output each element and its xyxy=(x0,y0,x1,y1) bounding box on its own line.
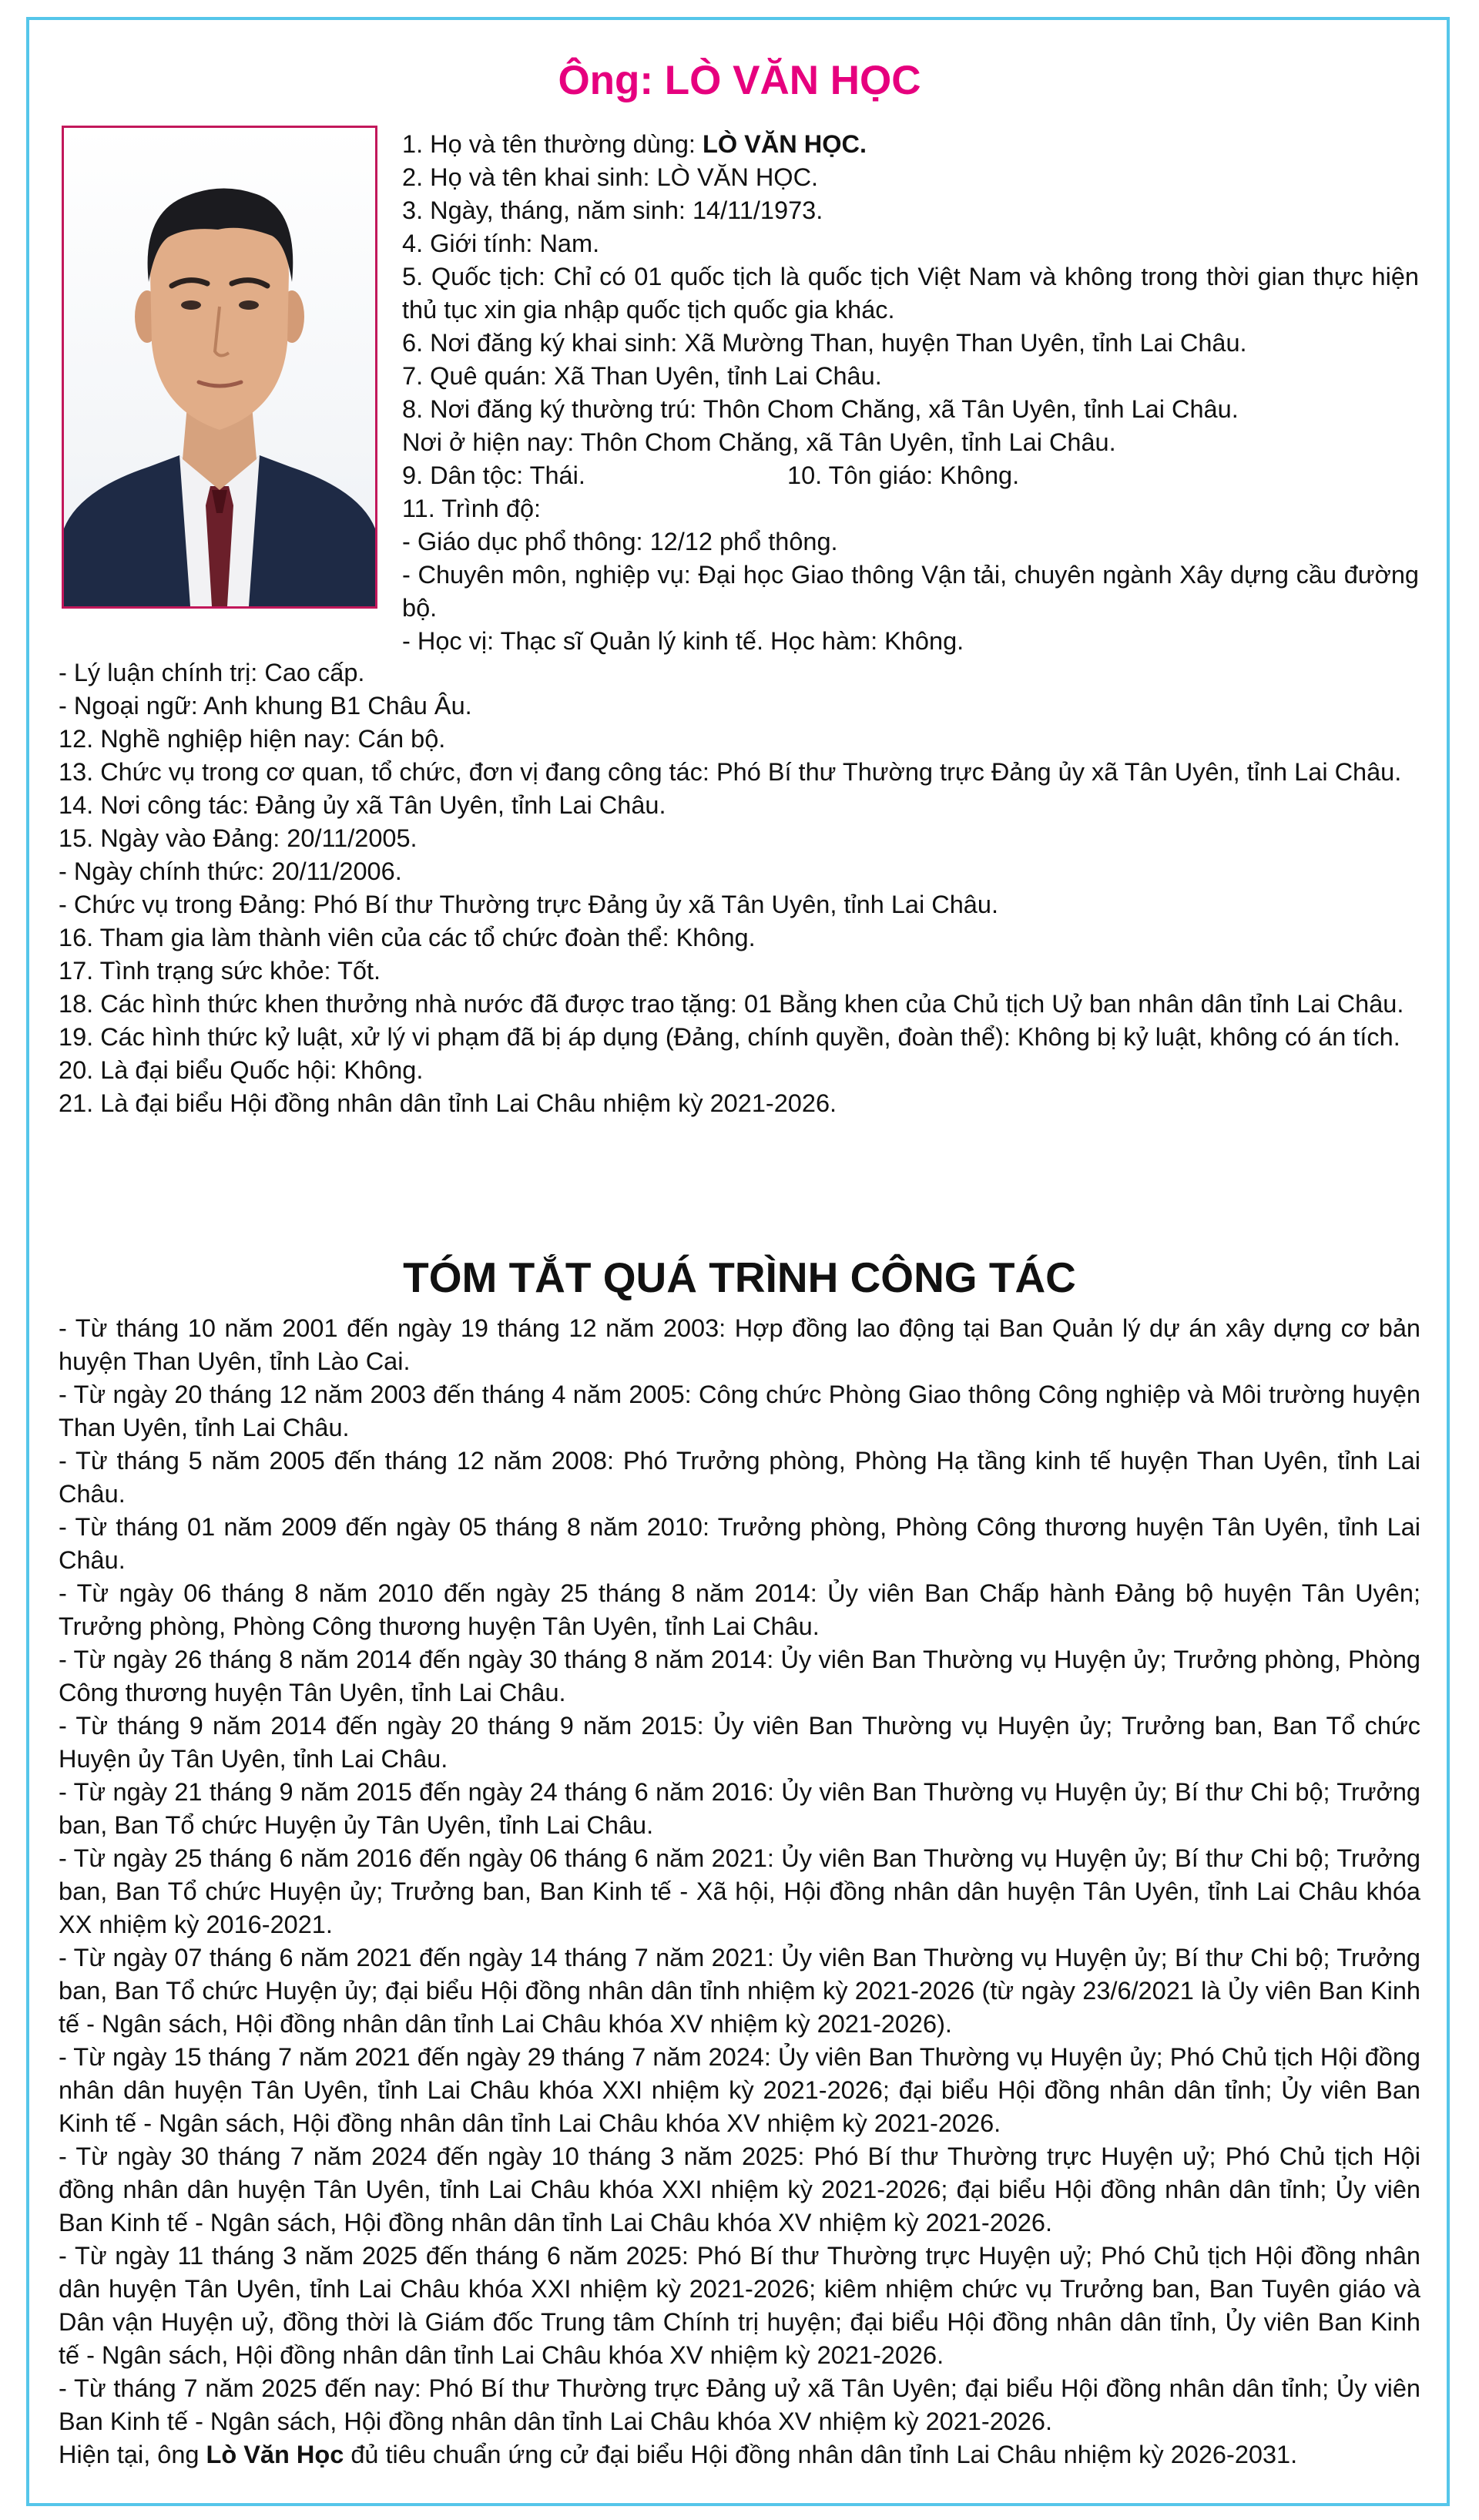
bio-item-2: 2. Họ và tên khai sinh: LÒ VĂN HỌC. xyxy=(402,163,819,191)
bio-item-21: 21. Là đại biểu Hội đồng nhân dân tỉnh Lai Châu nhiệm kỳ 2021-2026. xyxy=(59,1089,837,1117)
bio-item-6: 6. Nơi đăng ký khai sinh: Xã Mường Than, huyện Than Uyên, tỉnh Lai Châu. xyxy=(402,329,1247,357)
bio-item-9-10 xyxy=(402,459,1419,492)
career-item: - Từ tháng 5 năm 2005 đến tháng 12 năm 2008: Phó Trưởng phòng, Phòng Hạ tầng kinh tế huyện Than Uyên, tỉnh Lai Châu. xyxy=(59,1447,1420,1508)
bio-item-11e: - Ngoại ngữ: Anh khung B1 Châu Âu. xyxy=(59,692,472,720)
career-item: - Từ tháng 7 năm 2025 đến nay: Phó Bí thư Thường trực Đảng uỷ xã Tân Uyên; đại biểu Hội đồng nhân dân tỉnh; Ủy viên Ban Kinh tế - Ngân sách, Hội đồng nhân dân tỉnh Lai Châu khóa XV nhiệm kỳ 2021-2026. xyxy=(59,2374,1420,2435)
bio-item-11d: - Lý luận chính trị: Cao cấp. xyxy=(59,659,365,686)
bio-item-11b: - Chuyên môn, nghiệp vụ: Đại học Giao thông Vận tải, chuyên ngành Xây dựng cầu đường bộ. xyxy=(402,561,1419,622)
bio-item-8: 8. Nơi đăng ký thường trú: Thôn Chom Chăng, xã Tân Uyên, tỉnh Lai Châu. xyxy=(402,395,1239,423)
page-title: Ông: LÒ VĂN HỌC xyxy=(558,58,921,103)
bio-item-12: 12. Nghề nghiệp hiện nay: Cán bộ. xyxy=(59,725,446,753)
bio-item-5: 5. Quốc tịch: Chỉ có 01 quốc tịch là quốc tịch Việt Nam và không trong thời gian thực hiện thủ tục xin gia nhập quốc tịch quốc gia khác. xyxy=(402,263,1419,324)
bio-name-bold: LÒ VĂN HỌC. xyxy=(702,130,867,158)
bio-item-8b: Nơi ở hiện nay: Thôn Chom Chăng, xã Tân Uyên, tỉnh Lai Châu. xyxy=(402,428,1116,456)
career-item: - Từ tháng 01 năm 2009 đến ngày 05 tháng 8 năm 2010: Trưởng phòng, Phòng Công thương huyện Tân Uyên, tỉnh Lai Châu. xyxy=(59,1513,1420,1574)
bio-item-13: 13. Chức vụ trong cơ quan, tổ chức, đơn vị đang công tác: Phó Bí thư Thường trực Đảng ủy xã Tân Uyên, tỉnh Lai Châu. xyxy=(59,758,1402,786)
career-heading: TÓM TẮT QUÁ TRÌNH CÔNG TÁC xyxy=(403,1253,1076,1301)
bio-item-15c: - Chức vụ trong Đảng: Phó Bí thư Thường trực Đảng ủy xã Tân Uyên, tỉnh Lai Châu. xyxy=(59,891,998,918)
portrait-photo xyxy=(62,126,377,609)
bio-item-16: 16. Tham gia làm thành viên của các tổ chức đoàn thể: Không. xyxy=(59,924,756,951)
bio-item-10: 10. Tôn giáo: Không. xyxy=(787,461,1020,489)
bio-item-19: 19. Các hình thức kỷ luật, xử lý vi phạm đã bị áp dụng (Đảng, chính quyền, đoàn thể): Không bị kỷ luật, không có án tích. xyxy=(59,1023,1400,1051)
career-item: - Từ ngày 30 tháng 7 năm 2024 đến ngày 10 tháng 3 năm 2025: Phó Bí thư Thường trực Huyện uỷ; Phó Chủ tịch Hội đồng nhân dân huyện Tân Uyên, tỉnh Lai Châu khóa XXI nhiệm kỳ 2021-2026; đại biểu Hội đồng nhân dân tỉnh; Ủy viên Ban Kinh tế - Ngân sách, Hội đồng nhân dân tỉnh Lai Châu khóa XV nhiệm kỳ 2021-2026. xyxy=(59,2143,1420,2236)
career-item: - Từ ngày 20 tháng 12 năm 2003 đến tháng 4 năm 2005: Công chức Phòng Giao thông Công nghiệp và Môi trường huyện Than Uyên, tỉnh Lai Châu. xyxy=(59,1381,1420,1441)
career-item: - Từ ngày 06 tháng 8 năm 2010 đến ngày 25 tháng 8 năm 2014: Ủy viên Ban Chấp hành Đảng bộ huyện Tân Uyên; Trưởng phòng, Phòng Công thương huyện Tân Uyên, tỉnh Lai Châu. xyxy=(59,1579,1420,1640)
closing-name-bold: Lò Văn Học xyxy=(206,2441,344,2468)
career-closing: Hiện tại, ông Lò Văn Học đủ tiêu chuẩn ứng cử đại biểu Hội đồng nhân dân tỉnh Lai Châu nhiệm kỳ 2026-2031. xyxy=(59,2441,1298,2468)
bio-item-3: 3. Ngày, tháng, năm sinh: 14/11/1973. xyxy=(402,196,823,224)
bio-block-right xyxy=(402,128,1419,658)
bio-item-17: 17. Tình trạng sức khỏe: Tốt. xyxy=(59,957,381,985)
career-item: - Từ ngày 15 tháng 7 năm 2021 đến ngày 29 tháng 7 năm 2024: Ủy viên Ban Thường vụ Huyện ủy; Phó Chủ tịch Hội đồng nhân dân huyện Tân Uyên, tỉnh Lai Châu khóa XXI nhiệm kỳ 2021-2026; đại biểu Hội đồng nhân dân tỉnh; Ủy viên Ban Kinh tế - Ngân sách, Hội đồng nhân dân tỉnh Lai Châu khóa XV nhiệm kỳ 2021-2026. xyxy=(59,2043,1420,2137)
bio-item-15b: - Ngày chính thức: 20/11/2006. xyxy=(59,857,402,885)
bio-item-7: 7. Quê quán: Xã Than Uyên, tỉnh Lai Châu. xyxy=(402,362,882,390)
career-item: - Từ ngày 11 tháng 3 năm 2025 đến tháng 6 năm 2025: Phó Bí thư Thường trực Huyện uỷ; Phó Chủ tịch Hội đồng nhân dân huyện Tân Uyên, tỉnh Lai Châu khóa XXI nhiệm kỳ 2021-2026; kiêm nhiệm chức vụ Trưởng ban, Ban Tuyên giáo và Dân vận Huyện uỷ, đồng thời là Giám đốc Trung tâm Chính trị huyện; đại biểu Hội đồng nhân dân tỉnh, Ủy viên Ban Kinh tế - Ngân sách, Hội đồng nhân dân tỉnh Lai Châu khóa XV nhiệm kỳ 2021-2026. xyxy=(59,2242,1420,2369)
career-item: - Từ tháng 10 năm 2001 đến ngày 19 tháng 12 năm 2003: Hợp đồng lao động tại Ban Quản lý dự án xây dựng cơ bản huyện Than Uyên, tỉnh Lào Cai. xyxy=(59,1314,1420,1375)
bio-block-full xyxy=(59,656,1420,1120)
bio-item-18: 18. Các hình thức khen thưởng nhà nước đã được trao tặng: 01 Bằng khen của Chủ tịch Uỷ ban nhân dân tỉnh Lai Châu. xyxy=(59,990,1404,1018)
bio-item-15: 15. Ngày vào Đảng: 20/11/2005. xyxy=(59,824,418,852)
career-item: - Từ ngày 21 tháng 9 năm 2015 đến ngày 24 tháng 6 năm 2016: Ủy viên Ban Thường vụ Huyện ủy; Bí thư Chi bộ; Trưởng ban, Ban Tổ chức Huyện ủy Tân Uyên, tỉnh Lai Châu. xyxy=(59,1778,1420,1839)
career-item: - Từ ngày 25 tháng 6 năm 2016 đến ngày 06 tháng 6 năm 2021: Ủy viên Ban Thường vụ Huyện ủy; Bí thư Chi bộ; Trưởng ban, Ban Tổ chức Huyện ủy; Trưởng ban, Ban Kinh tế - Xã hội, Hội đồng nhân dân huyện Tân Uyên, tỉnh Lai Châu khóa XX nhiệm kỳ 2016-2021. xyxy=(59,1844,1420,1938)
bio-item-4: 4. Giới tính: Nam. xyxy=(402,230,600,257)
bio-item-9: 9. Dân tộc: Thái. xyxy=(402,461,585,489)
bio-item-11c: - Học vị: Thạc sĩ Quản lý kinh tế. Học hàm: Không. xyxy=(402,627,964,655)
career-item: - Từ tháng 9 năm 2014 đến ngày 20 tháng 9 năm 2015: Ủy viên Ban Thường vụ Huyện ủy; Trưởng ban, Ban Tổ chức Huyện ủy Tân Uyên, tỉnh Lai Châu. xyxy=(59,1712,1420,1773)
bio-item-11: 11. Trình độ: xyxy=(402,495,542,522)
bio-item-1: 1. Họ và tên thường dùng: LÒ VĂN HỌC. xyxy=(402,130,867,158)
bio-item-20: 20. Là đại biểu Quốc hội: Không. xyxy=(59,1056,424,1084)
career-item: - Từ ngày 26 tháng 8 năm 2014 đến ngày 30 tháng 8 năm 2014: Ủy viên Ban Thường vụ Huyện ủy; Trưởng phòng, Phòng Công thương huyện Tân Uyên, tỉnh Lai Châu. xyxy=(59,1646,1420,1706)
bio-item-11a: - Giáo dục phổ thông: 12/12 phổ thông. xyxy=(402,528,838,555)
bio-item-14: 14. Nơi công tác: Đảng ủy xã Tân Uyên, tỉnh Lai Châu. xyxy=(59,791,666,819)
career-item: - Từ ngày 07 tháng 6 năm 2021 đến ngày 14 tháng 7 năm 2021: Ủy viên Ban Thường vụ Huyện ủy; Bí thư Chi bộ; Trưởng ban, Ban Tổ chức Huyện ủy; đại biểu Hội đồng nhân dân tỉnh nhiệm kỳ 2021-2026 (từ ngày 23/6/2021 là Ủy viên Ban Kinh tế - Ngân sách, Hội đồng nhân dân tỉnh Lai Châu khóa XV nhiệm kỳ 2021-2026). xyxy=(59,1944,1420,2038)
portrait-illustration xyxy=(64,128,375,606)
career-list xyxy=(59,1312,1420,2471)
